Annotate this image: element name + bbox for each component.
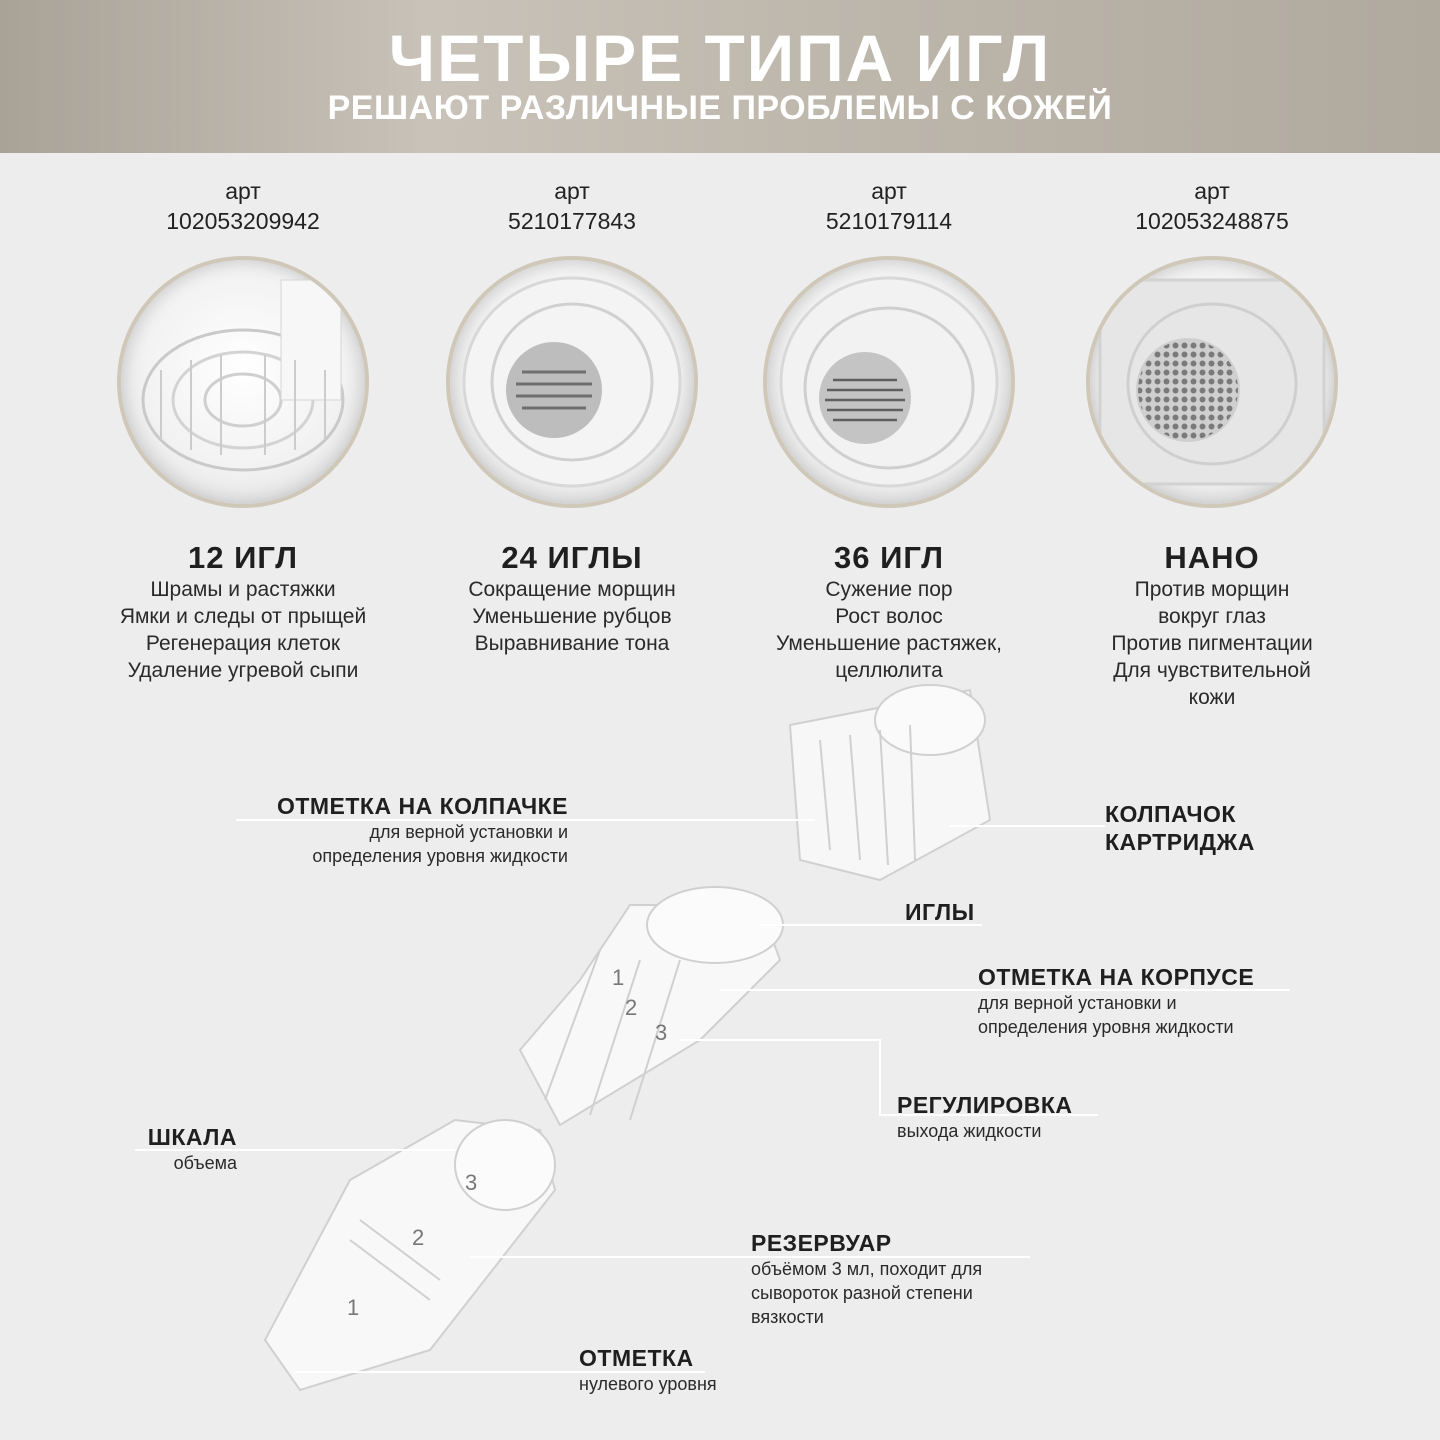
scale-number: 2: [625, 995, 638, 1020]
label-title: ОТМЕТКА НА КОРПУСЕ: [978, 964, 1255, 990]
label-sub: для верной установки и: [978, 993, 1177, 1013]
product-name: 36 ИГЛ: [834, 540, 944, 575]
feature-item: Сужение пор: [825, 578, 953, 601]
feature-item: Регенерация клеток: [145, 632, 341, 655]
feature-item: кожи: [1188, 686, 1236, 709]
feature-item: Выравнивание тона: [474, 632, 670, 655]
feature-item: Сокращение морщин: [468, 578, 676, 601]
label-title: ОТМЕТКА: [579, 1345, 694, 1371]
product-name: НАНО: [1164, 540, 1260, 575]
product-name: 12 ИГЛ: [188, 540, 298, 575]
label-title: КОЛПАЧОК: [1105, 801, 1236, 827]
label-body-mark: [978, 963, 1254, 1039]
art-label: арт: [554, 178, 590, 204]
label-cap: [1105, 800, 1255, 856]
feature-item: Для чувствительной: [1113, 659, 1311, 682]
scale-number: 1: [612, 965, 625, 990]
label-sub: объёмом 3 мл, походит для: [751, 1259, 983, 1279]
label-reservoir: [751, 1229, 982, 1329]
feature-item: Удаление угревой сыпи: [127, 659, 359, 682]
label-title: РЕГУЛИРОВКА: [897, 1092, 1073, 1118]
art-number: 102053248875: [1135, 208, 1289, 234]
label-sub: для верной установки и: [369, 822, 568, 842]
art-number: 5210177843: [508, 208, 636, 234]
art-number: 5210179114: [825, 208, 953, 234]
label-needles: [905, 898, 975, 926]
label-title: РЕЗЕРВУАР: [751, 1230, 892, 1256]
product-name: 24 ИГЛЫ: [501, 540, 643, 575]
label-sub: выхода жидкости: [897, 1121, 1042, 1141]
feature-item: Против морщин: [1134, 578, 1290, 601]
label-zero-mark: [579, 1344, 717, 1396]
feature-item: вокруг глаз: [1158, 605, 1266, 628]
art-label: арт: [1194, 178, 1230, 204]
feature-item: Уменьшение рубцов: [472, 605, 672, 628]
scale-number: 3: [655, 1020, 668, 1045]
feature-item: целлюлита: [835, 659, 943, 682]
feature-item: Шрамы и растяжки: [150, 578, 336, 601]
label-regulation: [897, 1091, 1073, 1143]
label-title: ОТМЕТКА НА КОЛПАЧКЕ: [276, 793, 568, 819]
scale-number: 1: [347, 1295, 360, 1320]
scale-number: 3: [465, 1170, 478, 1195]
scale-number: 2: [412, 1225, 425, 1250]
label-scale: [135, 1123, 237, 1175]
label-sub: определения уровня жидкости: [312, 846, 568, 866]
feature-item: Рост волос: [835, 605, 943, 628]
label-title: ИГЛЫ: [905, 899, 975, 925]
label-sub: сывороток разной степени: [751, 1283, 973, 1303]
label-sub: вязкости: [751, 1307, 824, 1327]
feature-item: Ямки и следы от прыщей: [119, 605, 367, 628]
label-sub: объема: [173, 1153, 237, 1173]
art-label: арт: [225, 178, 261, 204]
label-title: КАРТРИДЖА: [1105, 829, 1255, 855]
feature-item: Уменьшение растяжек,: [775, 632, 1003, 655]
art-label: арт: [871, 178, 907, 204]
page-subtitle: РЕШАЮТ РАЗЛИЧНЫЕ ПРОБЛЕМЫ С КОЖЕЙ: [327, 89, 1113, 127]
label-title: ШКАЛА: [147, 1124, 237, 1150]
label-cap-mark: [236, 792, 568, 868]
label-sub: определения уровня жидкости: [978, 1017, 1234, 1037]
page-title: ЧЕТЫРЕ ТИПА ИГЛ: [388, 21, 1052, 95]
art-number: 102053209942: [166, 208, 320, 234]
label-sub: нулевого уровня: [579, 1374, 717, 1394]
feature-item: Против пигментации: [1111, 632, 1313, 655]
